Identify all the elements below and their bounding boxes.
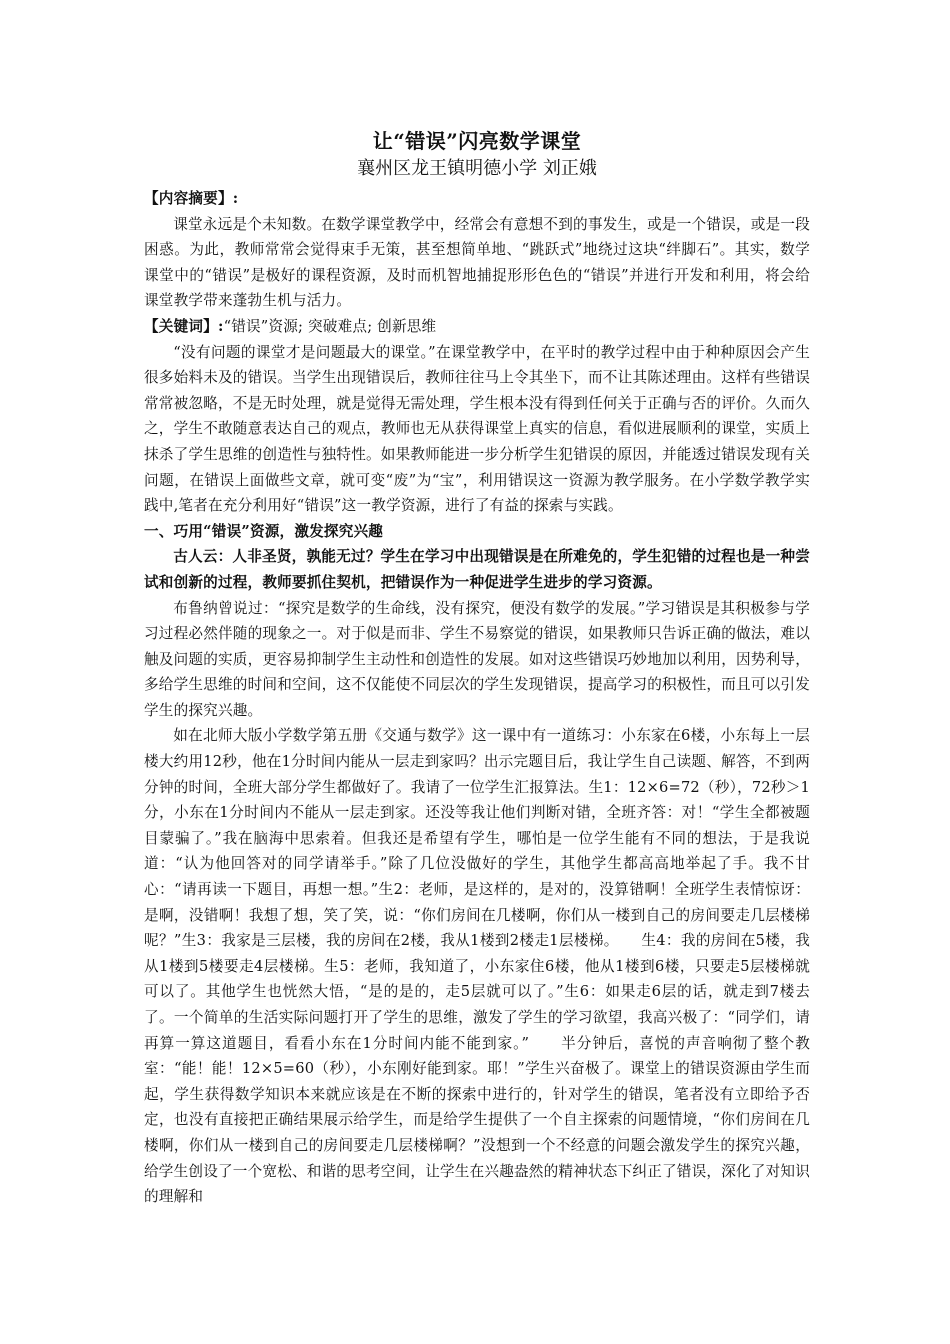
abstract-paragraph: 课堂永远是个未知数。在数学课堂教学中，经常会有意想不到的事发生，或是一个错误，或是一段困惑。为此，教师常常会觉得束手无策，甚至想简单地、“跳跃式”地绕过这块“绊脚石”。其实，数学课堂中的“错误”是极好的课程资源，及时而机智地捕捉形形色色的“错误”并进行开发和利用，将会给课堂教学带来蓬勃生机与活力。 <box>144 215 810 310</box>
abstract-label-text: 【内容摘要】: <box>144 190 239 207</box>
document-body <box>144 126 810 1210</box>
keywords-line <box>144 314 810 340</box>
page-title: 让“错误”闪亮数学课堂 <box>372 129 582 153</box>
intro-paragraph: “没有问题的课堂才是问题最大的课堂。”在课堂教学中，在平时的教学过程中由于种种原因会产生很多始料未及的错误。当学生出现错误后，教师往往马上令其坐下，而不让其陈述理由。这样有些错误常常被忽略，不是无时处理，就是觉得无需处理，学生根本没有得到任何关于正确与否的评价。久而久之，学生不敢随意表达自己的观点，教师也无从获得课堂上真实的信息，看似进展顺利的课堂，实质上抹杀了学生思维的创造性与独特性。如果教师能进一步分析学生犯错误的原因，并能透过错误发现有关问题，在错误上面做些文章，就可变“废”为“宝”，利用错误这一资源为教学服务。在小学数学教学实践中,笔者在充分利用好“错误”这一教学资源，进行了有益的探索与实践。 <box>144 343 810 515</box>
author-line: 襄州区龙王镇明德小学 刘正娥 <box>357 158 597 179</box>
keywords-text: “错误”资源; 突破难点; 创新思维 <box>223 317 437 335</box>
section1-paragraph-3: 如在北师大版小学数学第五册《交通与数学》这一课中有一道练习：小东家在6楼，小东每上一层楼大约用12秒，他在1分时间内能从一层走到家吗？出示完题目后，我让学生自己读题、解答，不到两分钟的时间，全班大部分学生都做好了。我请了一位学生汇报算法。生1：12×6=72（秒），72秒＞1分，小东在1分时间内不能从一层走到家。还没等我让他们判断对错，全班齐答：对！“学生全都被题目蒙骗了。”我在脑海中思索着。但我还是希望有学生，哪怕是一位学生能有不同的想法，于是我说道：“认为他回答对的同学请举手。”除了几位没做好的学生，其他学生都高高地举起了手。我不甘心：“请再读一下题目，再想一想。”生2：老师，是这样的，是对的，没算错啊！全班学生表情惊讶：是啊，没错啊！我想了想，笑了笑，说：“你们房间在几楼啊，你们从一楼到自己的房间要走几层楼梯呢？”生3：我家是三层楼，我的房间在2楼，我从1楼到2楼走1层楼梯。 生4：我的房间在5楼，我从1楼到5楼要走4层楼梯。生5：老师，我知道了，小东家住6楼，他从1楼到6楼，只要走5层楼梯就可以了。其他学生也恍然大悟，“是的是的，走5层就可以了。”生6：如果走6层的话，就走到7楼去了。一个简单的生活实际问题打开了学生的思维，激发了学生的学习欲望，我高兴极了：“同学们，请再算一算这道题目，看看小东在1分时间内能不能到家。” 半分钟后，喜悦的声音响彻了整个教室：“能！能！12×5=60（秒），小东刚好能到家。耶！”学生兴奋极了。课堂上的错误资源由学生而起，学生获得数学知识本来就应该是在不断的探索中进行的，针对学生的错误，笔者没有立即给予否定，也没有直接把正确结果展示给学生，而是给学生提供了一个自主探索的问题情境，“你们房间在几楼啊，你们从一楼到自己的房间要走几层楼梯啊？”没想到一个不经意的问题会激发学生的探究兴趣，给学生创设了一个宽松、和谐的思考空间，让学生在兴趣盎然的精神状态下纠正了错误，深化了对知识的理解和 <box>144 727 810 1206</box>
section1-bold-paragraph: 古人云：人非圣贤，孰能无过？学生在学习中出现错误是在所难免的，学生犯错的过程也是一种尝试和创新的过程，教师要抓住契机，把错误作为一种促进学生进步的学习资源。 <box>144 548 810 591</box>
section1-paragraph-2: 布鲁纳曾说过：“探究是数学的生命线，没有探究，便没有数学的发展。”学习错误是其积极参与学习过程必然伴随的现象之一。对于似是而非、学生不易察觉的错误，如果教师只告诉正确的做法，难以触及问题的实质，更容易抑制学生主动性和创造性的发展。如对这些错误巧妙地加以利用，因势利导，多给学生思维的时间和空间，这不仅能使不同层次的学生发现错误，提高学习的积极性，而且可以引发学生的探究兴趣。 <box>144 599 810 719</box>
abstract-label <box>144 186 810 212</box>
keywords-label: 【关键词】: <box>144 317 224 335</box>
section-heading-1: 一、巧用“错误”资源，激发探究兴趣 <box>144 522 384 540</box>
